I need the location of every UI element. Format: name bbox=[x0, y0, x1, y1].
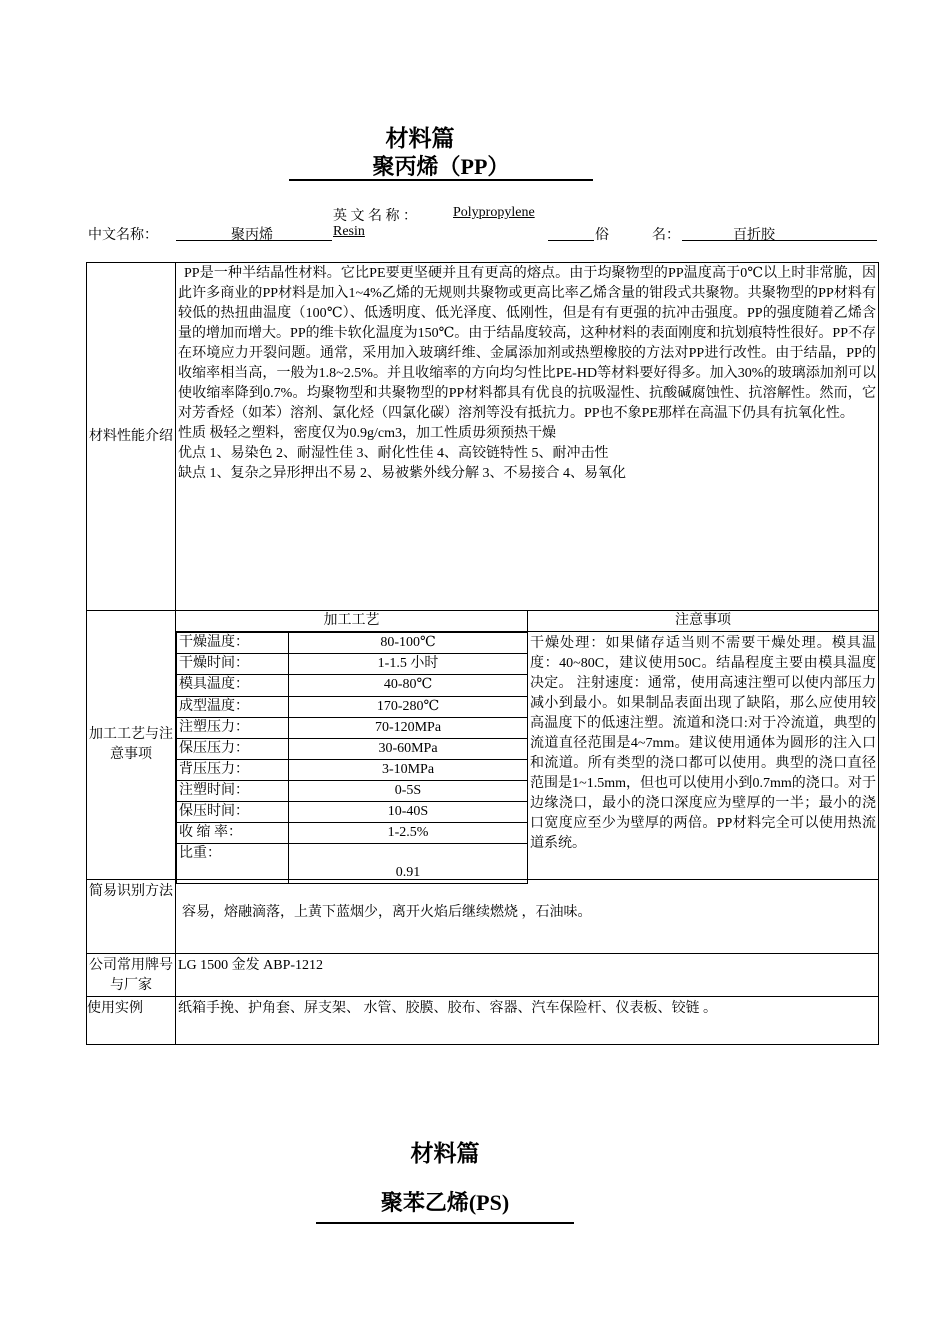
chinese-name-label: 中文名称： bbox=[88, 228, 158, 243]
process-param-name: 保压压力： bbox=[177, 739, 289, 760]
process-param-value: 30-60MPa bbox=[289, 739, 528, 760]
process-param-name: 注塑时间： bbox=[177, 781, 289, 802]
properties-paragraph: PP是一种半结晶性材料。它比PE要更坚硬并且有更高的熔点。由于均聚物型的PP温度高于0℃以上时非常脆，因此许多商业的PP材料是加入1~4%乙烯的无规则共聚物或更高比率乙烯含量的钳段式共聚物。共聚物型的PP材料有较低的热扭曲温度（100℃）、低透明度、低光泽度、低刚性，但是有有更强的抗冲击强度。PP的强度随着乙烯含量的增加而增大。PP的维卡软化温度为150℃。由于结晶度较高，这种材料的表面刚度和抗划痕特性很好。PP不存在环境应力开裂问题。通常，采用加入玻璃纤维、金属添加剂或热塑橡胶的方法对PP进行改性。由于结晶，PP的收缩率相当高，一般为1.8~2.5%。并且收缩率的方向均匀性比PE-HD等材料要好得多。加入30%的玻璃添加剂可以使收缩率降到0.7%。均聚物型和共聚物型的PP材料都具有优良的抗吸湿性、抗酸碱腐蚀性、抗溶解性。然而，它对芳香烃（如苯）溶剂、氯化烃（四氯化碳）溶剂等没有抵抗力。PP也不象PE那样在高温下仍具有抗氧化性。 bbox=[178, 266, 876, 421]
properties-line-3: 缺点 1、复杂之异形押出不易 2、易被紫外线分解 3、不易接合 4、易氧化 bbox=[178, 466, 626, 481]
page-title: 材料篇 bbox=[385, 126, 455, 151]
process-param-value: 70-120MPa bbox=[289, 718, 528, 739]
process-row bbox=[177, 697, 528, 718]
process-param-name: 干燥温度： bbox=[177, 633, 289, 654]
process-row bbox=[177, 739, 528, 760]
english-name-label: 英 文 名 称 ： bbox=[333, 209, 417, 224]
properties-cell bbox=[176, 263, 879, 611]
page-subtitle: 聚丙烯（PP） bbox=[372, 154, 510, 179]
process-row bbox=[177, 802, 528, 823]
process-label: 加工工艺与注意事项 bbox=[87, 611, 176, 880]
common-name-underline bbox=[682, 240, 877, 241]
process-param-value: 1-2.5% bbox=[289, 823, 528, 844]
usage-text: 纸箱手挽、护角套、屏支架、 水管、胶膜、胶布、容器、汽车保险杆、仪表板、铰链 。 bbox=[176, 997, 879, 1045]
process-row bbox=[177, 654, 528, 675]
process-param-name: 收 缩 率： bbox=[177, 823, 289, 844]
process-param-name: 背压压力： bbox=[177, 760, 289, 781]
process-param-value: 0.91 bbox=[289, 844, 528, 884]
process-cell bbox=[176, 611, 879, 880]
process-param-value: 80-100℃ bbox=[289, 633, 528, 654]
process-param-value: 170-280℃ bbox=[289, 697, 528, 718]
brands-label: 公司常用牌号与厂家 bbox=[87, 954, 176, 997]
process-row bbox=[177, 781, 528, 802]
chinese-name-value: 聚丙烯 bbox=[231, 228, 273, 243]
brands-text: LG 1500 金发 ABP-1212 bbox=[176, 954, 879, 997]
page2-subtitle: 聚苯乙烯(PS) bbox=[380, 1190, 510, 1215]
identify-label: 简易识别方法 bbox=[87, 880, 176, 954]
process-param-name: 注塑压力： bbox=[177, 718, 289, 739]
properties-line-2: 优点 1、易染色 2、耐湿性佳 3、耐化性佳 4、高铰链特性 5、耐冲击性 bbox=[178, 446, 609, 461]
process-param-value: 3-10MPa bbox=[289, 760, 528, 781]
notes-column bbox=[528, 611, 878, 879]
notes-text: 干燥处理：如果储存适当则不需要干燥处理。模具温度：40~80C，建议使用50C。结晶程度主要由模具温度决定。 注射速度：通常，使用高速注塑可以使内部压力减小到最小。如果制品表面出现了缺陷，那么应使用较高温度下的低速注塑。流道和浇口:对于冷流道，典型的流道直径范围是4~7mm。建议使用通体为圆形的注入口和流道。所有类型的浇口都可以使用。典型的浇口直径范围是1~1.5mm，但也可以使用小到0.7mm的浇口。对于边缘浇口，最小的浇口深度应为壁厚的一半；最小的浇口宽度应至少为壁厚的两倍。PP材料完全可以使用热流道系统。 bbox=[530, 636, 876, 851]
common-name-value: 百折胶 bbox=[733, 228, 775, 243]
notes-header: 注意事项 bbox=[528, 611, 878, 632]
english-name-value: Polypropylene bbox=[453, 205, 535, 220]
page2-subtitle-underline bbox=[316, 1222, 574, 1224]
process-table bbox=[176, 632, 528, 884]
process-row bbox=[177, 760, 528, 781]
common-name-label: 俗 bbox=[595, 228, 609, 243]
properties-label: 材料性能介绍 bbox=[87, 263, 176, 611]
english-name-value-cont: Resin bbox=[333, 224, 365, 239]
subtitle-underline bbox=[289, 179, 593, 181]
process-header: 加工工艺 bbox=[176, 611, 527, 632]
process-row bbox=[177, 844, 528, 884]
properties-line-1: 性质 极轻之塑料，密度仅为0.9g/cm3，加工性质毋须预热干燥 bbox=[178, 426, 556, 441]
process-param-name: 干燥时间： bbox=[177, 654, 289, 675]
process-row bbox=[177, 823, 528, 844]
process-params bbox=[176, 611, 528, 879]
identify-text: 容易，熔融滴落，上黄下蓝烟少，离开火焰后继续燃烧 ，石油味。 bbox=[176, 880, 879, 954]
process-param-value: 0-5S bbox=[289, 781, 528, 802]
common-name-prefix-line bbox=[548, 240, 594, 241]
page2-title: 材料篇 bbox=[410, 1141, 480, 1166]
process-param-name: 比重： bbox=[177, 844, 289, 884]
process-param-name: 成型温度： bbox=[177, 697, 289, 718]
material-table bbox=[86, 262, 879, 1045]
process-row bbox=[177, 718, 528, 739]
process-row bbox=[177, 633, 528, 654]
process-param-value: 10-40S bbox=[289, 802, 528, 823]
common-name-label-2: 名： bbox=[652, 228, 680, 243]
process-param-value: 40-80℃ bbox=[289, 675, 528, 697]
process-param-name: 模具温度： bbox=[177, 675, 289, 697]
process-row bbox=[177, 675, 528, 697]
process-param-value: 1-1.5 小时 bbox=[289, 654, 528, 675]
process-param-name: 保压时间： bbox=[177, 802, 289, 823]
usage-label: 使用实例 bbox=[87, 997, 176, 1045]
